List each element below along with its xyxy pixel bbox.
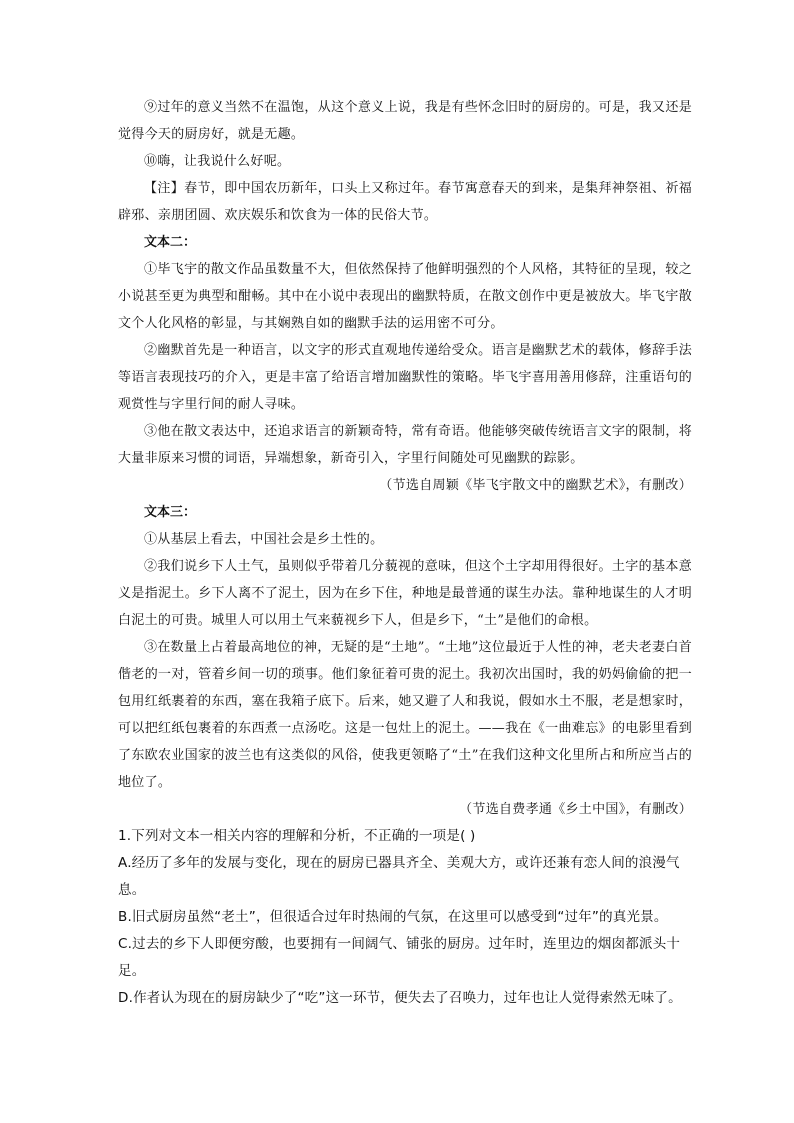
question-1-option-c: C.过去的乡下人即便穷酸，也要拥有一间阔气、铺张的厨房。过年时，连里边的烟囱都派头十足。 [118,936,681,979]
text-two-paragraph-2: ②幽默首先是一种语言，以文字的形式直观地传递给受众。语言是幽默艺术的载体，修辞手法等语言表现技巧的介入，更是丰富了给语言增加幽默性的策略。毕飞宇喜用善用修辞，注重语句的观赏性与字里行间的耐人寻味。 [118,343,692,412]
text-two-heading: 文本二： [144,235,197,250]
question-1-option-d: D.作者认为现在的厨房缺少了“吃”这一环节，便失去了召唤力，过年也让人觉得索然无味了。 [118,990,682,1006]
document-page [118,94,692,1012]
paragraph-10: ⑩嗨，让我说什么好呢。 [144,154,291,169]
text-two-paragraph-3: ③他在散文表达中，还追求语言的新颖奇特，常有奇语。他能够突破传统语言文字的限制，将大量非原来习惯的词语，异端想象，新奇引入，字里行间随处可见幽默的踪影。 [118,424,692,466]
text-three-paragraph-2: ②我们说乡下人土气，虽则似乎带着几分藐视的意味，但这个土字却用得很好。土字的基本意义是指泥土。乡下人离不了泥土，因为在乡下住，种地是最普通的谋生办法。靠种地谋生的人才明白泥土的可贵。城里人可以用土气来藐视乡下人，但是乡下，“土”是他们的命根。 [118,559,692,628]
text-three-paragraph-3: ③在数量上占着最高地位的神，无疑的是“土地”。“土地”这位最近于人性的神，老夫老妻白首偕老的一对，管着乡间一切的琐事。他们象征着可贵的泥土。我初次出国时，我的奶妈偷偷的把一包用红纸裹着的东西，塞在我箱子底下。后来，她又避了人和我说，假如水土不服，老是想家时，可以把红纸包裹着的东西煮一点汤吃。这是一包灶上的泥土。——我在《一曲难忘》的电影里看到了东欧农业国家的波兰也有这类似的风俗，使我更领略了“土”在我们这种文化里所占和所应当占的地位了。 [118,640,692,790]
text-two-source: （节选自周颖《毕飞宇散文中的幽默艺术》，有删改） [379,478,692,493]
text-three-paragraph-1: ①从基层上看去，中国社会是乡土性的。 [144,532,384,547]
question-1-option-b: B.旧式厨房虽然“老土”，但很适合过年时热闹的气氛，在这里可以感受到“过年”的真光景。 [118,909,668,925]
text-three-source: （节选自费孝通《乡土中国》，有删改） [459,802,692,817]
text-two-paragraph-1: ①毕飞宇的散文作品虽数量不大，但依然保持了他鲜明强烈的个人风格，其特征的呈现，较之小说甚至更为典型和酣畅。其中在小说中表现出的幽默特质，在散文创作中更是被放大。毕飞宇散文个人化风格的彰显，与其娴熟自如的幽默手法的运用密不可分。 [118,262,692,331]
question-1-option-a: A.经历了多年的发展与变化，现在的厨房已器具齐全、美观大方，或许还兼有恋人间的浪漫气息。 [118,855,680,898]
text-three-heading: 文本三： [144,505,197,520]
paragraph-9: ⑨过年的意义当然不在温饱，从这个意义上说，我是有些怀念旧时的厨房的。可是，我又还是觉得今天的厨房好，就是无趣。 [118,100,692,142]
question-1-stem: 1.下列对文本一相关内容的理解和分析，不正确的一项是( ) [118,828,476,844]
note-paragraph: 【注】春节，即中国农历新年，口头上又称过年。春节寓意春天的到来，是集拜神祭祖、祈福辟邪、亲朋团圆、欢庆娱乐和饮食为一体的民俗大节。 [118,181,692,223]
